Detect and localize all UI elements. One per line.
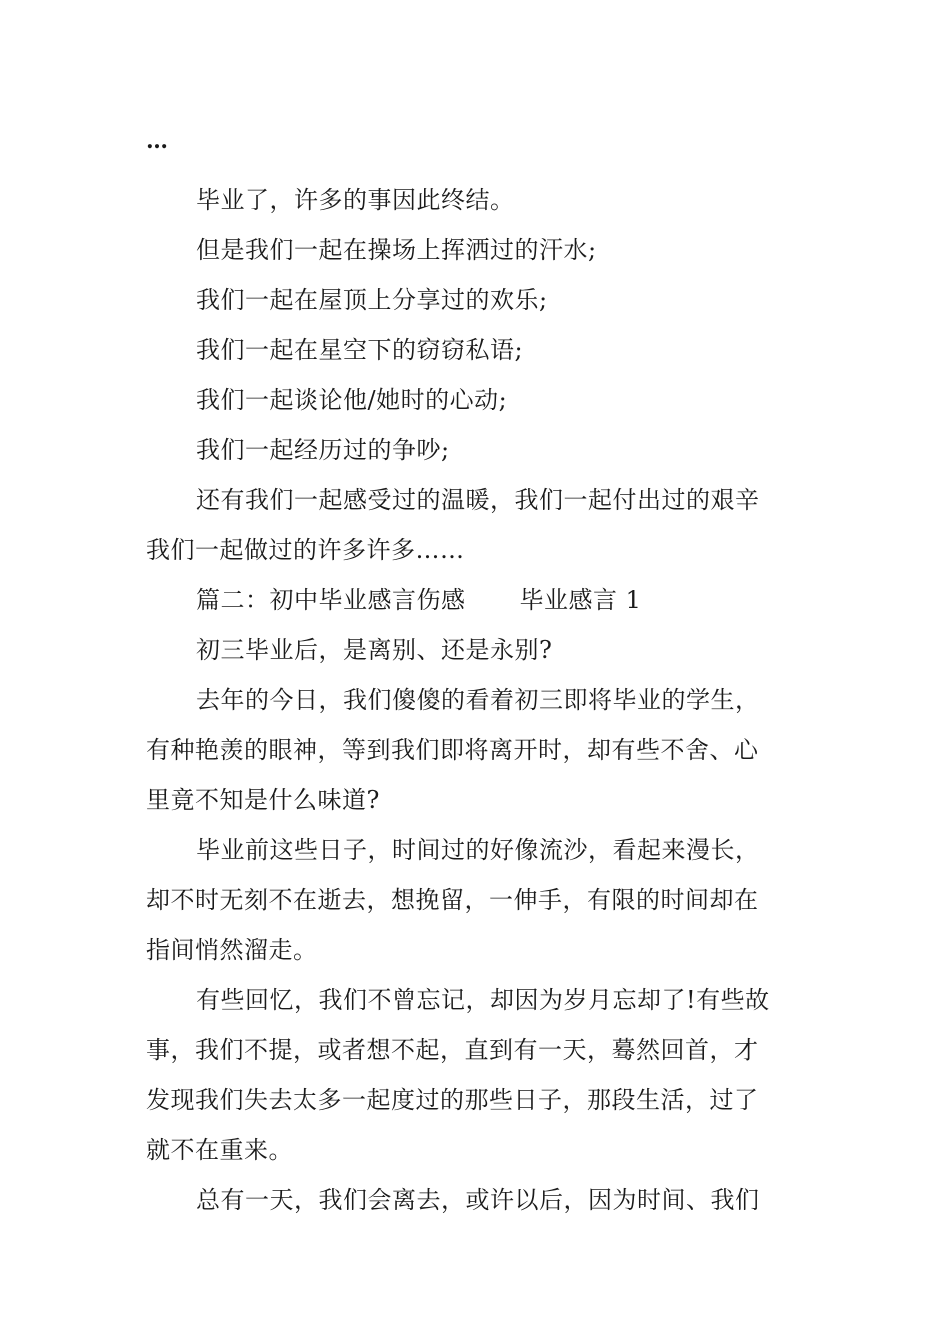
- paragraph-line: 事，我们不提，或者想不起，直到有一天，蓦然回首，才: [146, 1036, 759, 1064]
- paragraph-line: 指间悄然溜走。: [146, 936, 318, 964]
- text-line: 我们一起经历过的争吵;: [196, 436, 450, 464]
- paragraph-line: 有种艳羡的眼神，等到我们即将离开时，却有些不舍、心: [146, 736, 759, 764]
- text-line: 我们一起在星空下的窃窃私语;: [196, 336, 524, 364]
- paragraph-line: 里竟不知是什么味道?: [146, 786, 380, 814]
- paragraph-line: 发现我们失去太多一起度过的那些日子，那段生活，过了: [146, 1086, 759, 1114]
- text-line: 还有我们一起感受过的温暖，我们一起付出过的艰辛: [196, 486, 760, 514]
- section-heading-subtitle: 毕业感言 1: [519, 586, 642, 614]
- text-line: 但是我们一起在操场上挥洒过的汗水;: [196, 236, 597, 264]
- text-line: 我们一起做过的许多许多……: [146, 536, 465, 564]
- text-line: 我们一起谈论他/她时的心动;: [196, 386, 508, 414]
- text-line: 毕业了，许多的事因此终结。: [196, 186, 515, 214]
- paragraph-line: 有些回忆，我们不曾忘记，却因为岁月忘却了!有些故: [196, 986, 770, 1014]
- text-line: 我们一起在屋顶上分享过的欢乐;: [196, 286, 548, 314]
- paragraph-line: 就不在重来。: [146, 1136, 293, 1164]
- section-heading: [196, 584, 816, 616]
- paragraph-line: 初三毕业后，是离别、还是永别?: [196, 636, 553, 664]
- continuation-ellipsis: …: [146, 128, 169, 154]
- paragraph-line: 总有一天，我们会离去，或许以后，因为时间、我们: [196, 1186, 760, 1214]
- section-heading-title: 篇二：初中毕业感言伤感: [196, 586, 466, 614]
- paragraph-line: 毕业前这些日子，时间过的好像流沙，看起来漫长，: [196, 836, 760, 864]
- paragraph-line: 去年的今日，我们傻傻的看着初三即将毕业的学生，: [196, 686, 760, 714]
- paragraph-line: 却不时无刻不在逝去，想挽留，一伸手，有限的时间却在: [146, 886, 759, 914]
